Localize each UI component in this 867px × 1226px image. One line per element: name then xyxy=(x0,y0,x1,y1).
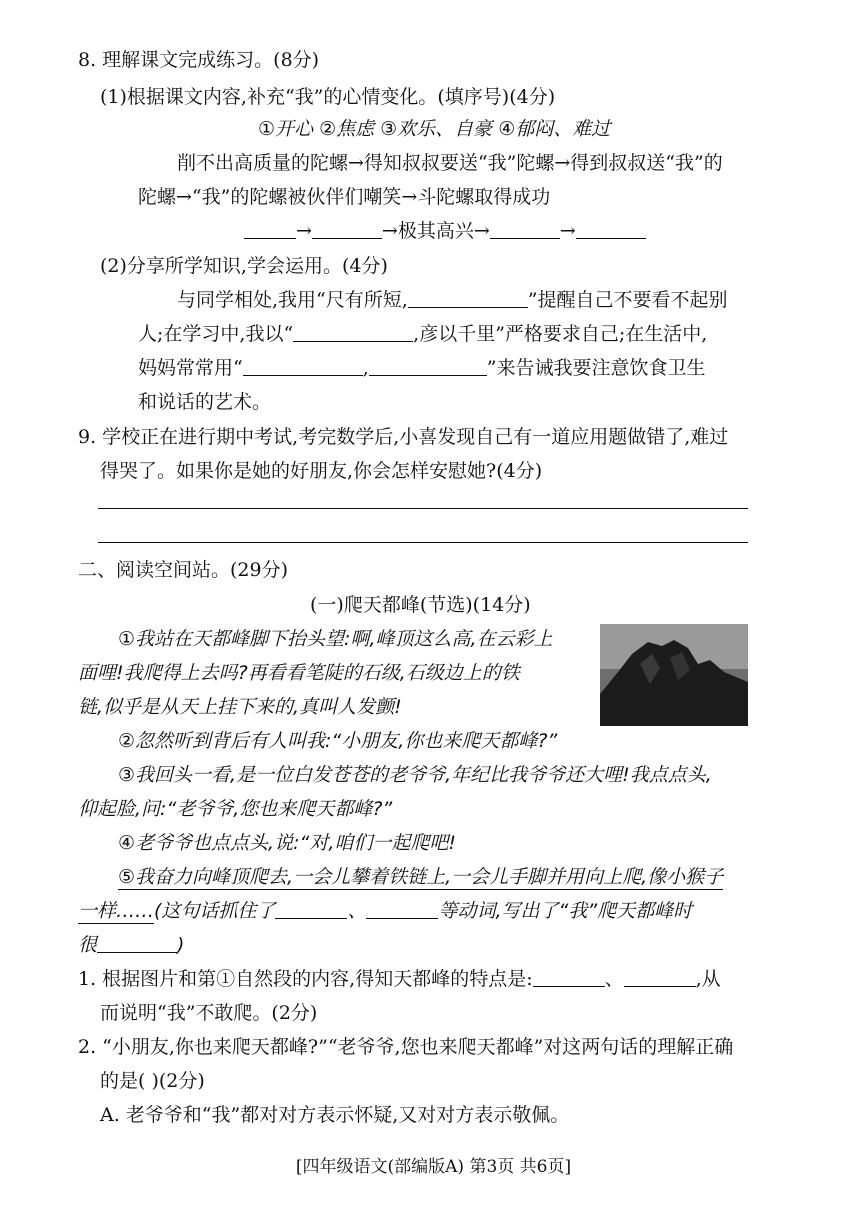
answer-blank[interactable] xyxy=(408,289,528,308)
q9-line2: 得哭了。如果你是她的好朋友,你会怎样安慰她?(4分) xyxy=(100,460,543,482)
question-1-line1: 1. 根据图片和第①自然段的内容,得知天都峰的特点是: 、 ,从 xyxy=(78,968,721,990)
q8-sub2: (2)分享所学知识,学会运用。(4分) xyxy=(100,255,388,277)
q8-para-line1: 与同学相处,我用“尺有所短, ”提醒自己不要看不起别 xyxy=(177,289,728,311)
answer-blank[interactable] xyxy=(312,220,382,239)
answer-blank[interactable] xyxy=(490,220,560,239)
passage-title: (一)爬天都峰(节选)(14分) xyxy=(310,594,531,616)
passage-p5-line1: ⑤我奋力向峰顶爬去,一会儿攀着铁链上,一会儿手脚并用向上爬,像小猴子 xyxy=(118,866,724,888)
answer-blank[interactable] xyxy=(293,323,413,342)
page-footer: [四年级语文(部编版A) 第3页 共6页] xyxy=(295,1157,572,1177)
question-2-option-a[interactable]: A. 老爷爷和“我”都对对方表示怀疑,又对对方表示敬佩。 xyxy=(100,1104,570,1126)
passage-p1-line3: 链,似乎是从天上挂下来的,真叫人发颤! xyxy=(78,696,402,718)
passage-p4: ④老爷爷也点点头,说:“对,咱们一起爬吧! xyxy=(118,832,456,854)
q8-fill-row: → →极其高兴→ → xyxy=(244,218,646,244)
answer-blank[interactable] xyxy=(243,357,363,376)
passage-p3-line2: 仰起脸,问:“老爷爷,您也来爬天都峰?” xyxy=(78,798,393,820)
question-1-line2: 而说明“我”不敢爬。(2分) xyxy=(100,1002,318,1024)
passage-p5-line3: 很 ) xyxy=(78,934,185,956)
answer-blank[interactable] xyxy=(244,220,296,239)
answer-line[interactable] xyxy=(98,542,748,543)
q8-sub1: (1)根据课文内容,补充“我”的心情变化。(填序号)(4分) xyxy=(100,86,556,108)
answer-blank[interactable] xyxy=(576,220,646,239)
question-2-line1: 2. “小朋友,你也来爬天都峰?”“老爷爷,您也来爬天都峰”对这两句话的理解正确 xyxy=(78,1036,734,1058)
q8-para-line4: 和说话的艺术。 xyxy=(138,391,272,413)
answer-blank[interactable] xyxy=(533,968,605,987)
q8-flow-line1: 削不出高质量的陀螺→得知叔叔要送“我”陀螺→得到叔叔送“我”的 xyxy=(177,152,723,174)
passage-p3-line1: ③我回头一看,是一位白发苍苍的老爷爷,年纪比我爷爷还大哩!我点点头, xyxy=(118,764,712,786)
passage-p5-line2: 一样……(这句话抓住了 、 等动词,写出了“我”爬天都峰时 xyxy=(78,900,693,922)
section2-title: 二、阅读空间站。(29分) xyxy=(78,559,289,581)
mountain-photo xyxy=(600,624,748,726)
q8-flow-line2: 陀螺→“我”的陀螺被伙伴们嘲笑→斗陀螺取得成功 xyxy=(138,186,551,208)
q8-options: ①开心 ②焦虑 ③欢乐、自豪 ④郁闷、难过 xyxy=(258,118,611,140)
question-2-line2[interactable]: 的是( )(2分) xyxy=(100,1070,205,1092)
q8-para-line3: 妈妈常常用“ , ”来告诫我要注意饮食卫生 xyxy=(138,357,706,379)
passage-p2: ②忽然听到背后有人叫我:“小朋友,你也来爬天都峰?” xyxy=(118,730,558,752)
answer-blank[interactable] xyxy=(369,357,487,376)
q9-line1: 9. 学校正在进行期中考试,考完数学后,小喜发现自己有一道应用题做错了,难过 xyxy=(78,426,729,448)
answer-blank[interactable] xyxy=(97,934,177,953)
passage-p1-line1: ①我站在天都峰脚下抬头望:啊,峰顶这么高,在云彩上 xyxy=(118,628,553,650)
q8-title: 8. 理解课文完成练习。(8分) xyxy=(78,49,320,71)
q8-para-line2: 人;在学习中,我以“ ,彦以千里”严格要求自己;在生活中, xyxy=(138,323,708,345)
answer-blank[interactable] xyxy=(275,900,347,919)
answer-line[interactable] xyxy=(98,508,748,509)
answer-blank[interactable] xyxy=(624,968,696,987)
passage-p1-line2: 面哩!我爬得上去吗?再看看笔陡的石级,石级边上的铁 xyxy=(78,662,520,684)
answer-blank[interactable] xyxy=(366,900,438,919)
